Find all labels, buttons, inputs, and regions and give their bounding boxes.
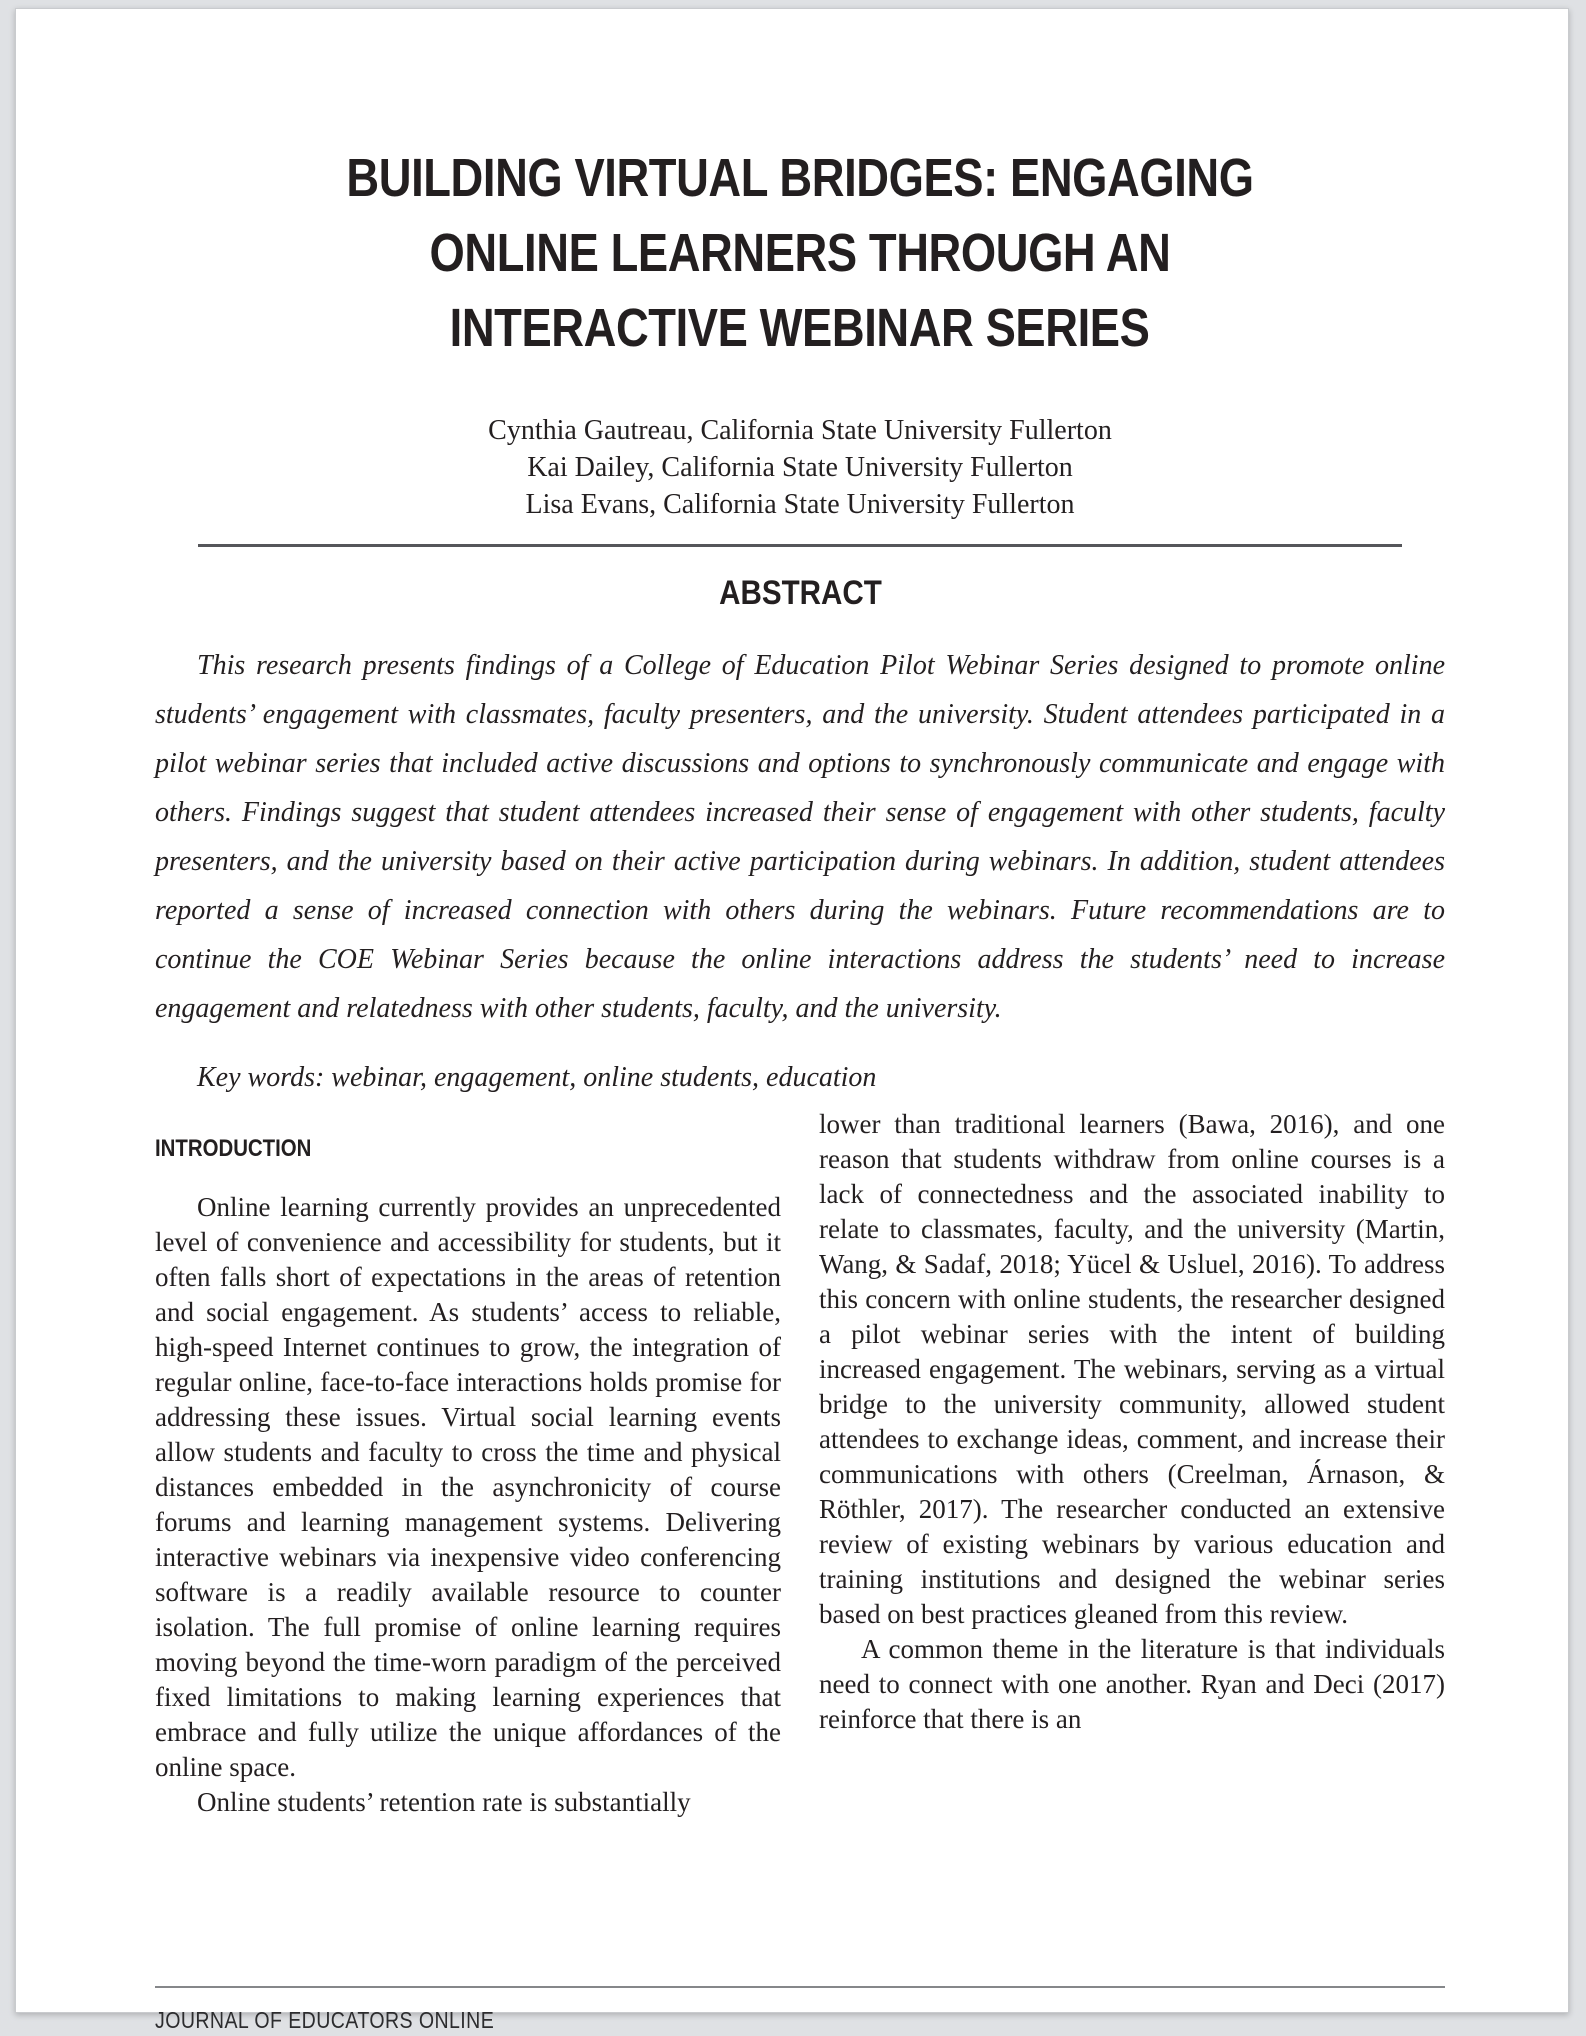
abstract-paragraph: This research presents findings of a College of Education Pilot Webinar Series designed to promote online students’ engagement with classmates, faculty presenters, and the university. Student attendees participated in a pilot webinar series that included active discussions and options to synchronously communicate and engage with others. Findings suggest that student attendees increased their sense of engagement with other students, faculty presenters, and the university based on their active participation during webinars. In addition, student attendees reported a sense of increased connection with others during the webinars. Future recommendations are to continue the COE Webinar Series because the online interactions address the students’ need to increase engagement and relatedness with other students, faculty, and the university. [155,650,1445,1025]
left-column [155,1107,781,1820]
paper-title-line-2: ONLINE LEARNERS THROUGH AN [429,223,1171,283]
left-column-paragraph-2: Online students’ retention rate is substantially [197,1787,691,1818]
footer-separator-rule [155,1986,1445,1988]
right-column-paragraph-1: lower than traditional learners (Bawa, 2016), and one reason that students withdraw from online courses is a lack of connectedness and the associated inability to relate to classmates, faculty, and the university (Martin, Wang, & Sadaf, 2018; Yücel & Usluel, 2016). To address this concern with online students, the researcher designed a pilot webinar series with the intent of building increased engagement. The webinars, serving as a virtual bridge to the university community, allowed student attendees to exchange ideas, comment, and increase their communications with others (Creelman, Árnason, & Röthler, 2017). The researcher conducted an extensive review of existing webinars by various education and training institutions and designed the webinar series based on best practices gleaned from this review. [819,1109,1445,1630]
journal-name: JOURNAL OF EDUCATORS ONLINE [155,2007,495,2033]
right-column [819,1107,1445,1820]
paper-page [15,8,1569,2033]
body-columns [155,1107,1445,1820]
paper-title-line-1: BUILDING VIRTUAL BRIDGES: ENGAGING [346,148,1254,208]
page-footer [155,1986,1445,2034]
paper-title-line-3: INTERACTIVE WEBINAR SERIES [450,298,1150,358]
introduction-heading: INTRODUCTION [155,1135,312,1163]
right-column-paragraph-2: A common theme in the literature is that individuals need to connect with one another. Ryan and Deci (2017) reinforce that there is an [819,1634,1445,1735]
left-column-paragraph-1: Online learning currently provides an unprecedented level of convenience and accessibility for students, but it often falls short of expectations in the areas of retention and social engagement. As students’ access to reliable, high-speed Internet continues to grow, the integration of regular online, face-to-face interactions holds promise for addressing these issues. Virtual social learning events allow students and faculty to cross the time and physical distances embedded in the asynchronicity of course forums and learning management systems. Delivering interactive webinars via inexpensive video conferencing software is a readily available resource to counter isolation. The full promise of online learning requires moving beyond the time-worn paradigm of the perceived fixed limitations to making learning experiences that embrace and fully utilize the unique affordances of the online space. [155,1192,781,1783]
keywords-line: Key words: webinar, engagement, online students, education [197,1062,877,1094]
abstract-heading: ABSTRACT [718,574,882,612]
author-list [155,412,1445,523]
author-line: Cynthia Gautreau, California State University Fullerton [488,415,1112,446]
author-line: Lisa Evans, California State University Fullerton [525,489,1075,520]
author-separator-rule [198,544,1402,547]
paper-title [155,141,1445,366]
author-line: Kai Dailey, California State University Fullerton [527,452,1073,483]
page-content [16,141,1568,2033]
